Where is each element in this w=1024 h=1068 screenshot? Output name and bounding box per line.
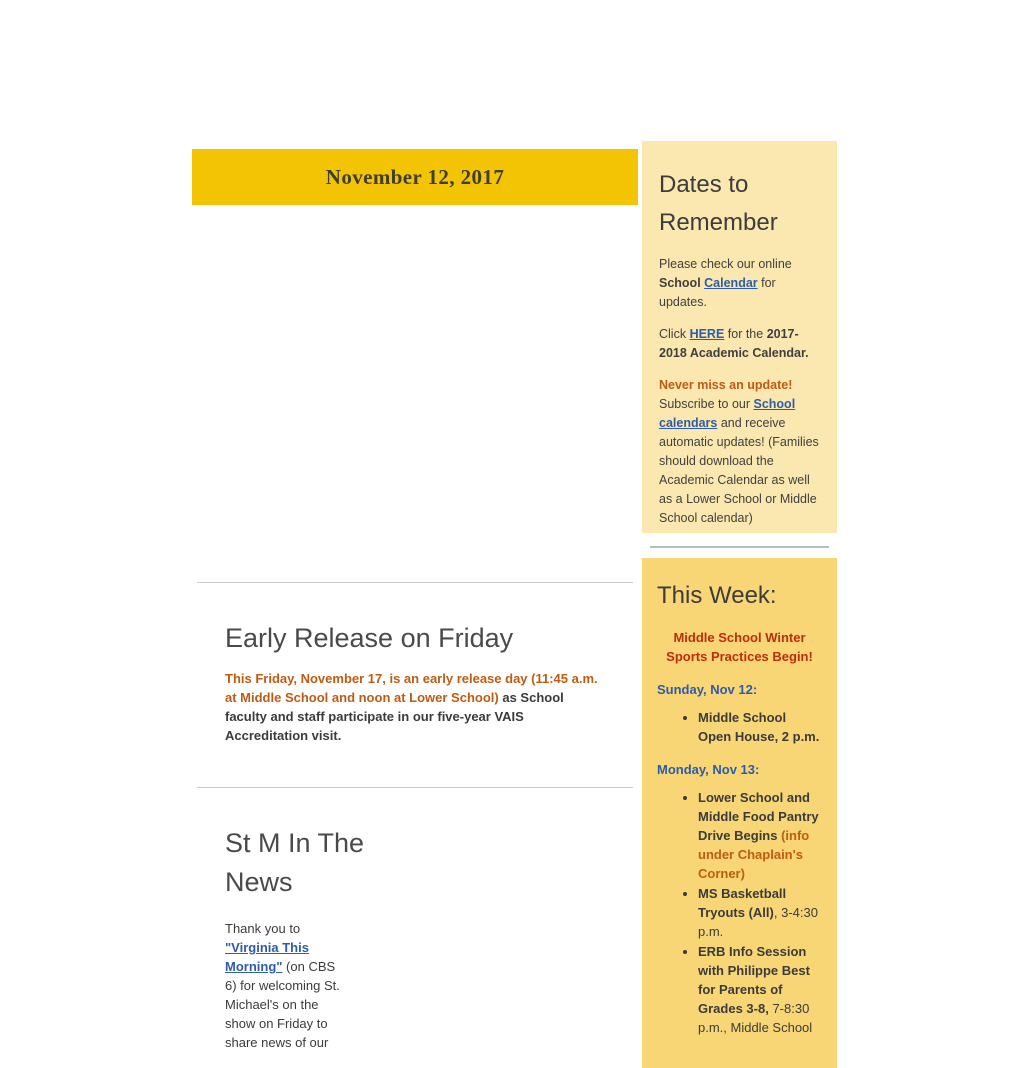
dates-p3-mid: Subscribe to our	[659, 397, 754, 411]
newsletter-main-column	[192, 149, 638, 1052]
early-release-paragraph	[225, 669, 609, 745]
week-box-title: This Week:	[657, 582, 777, 609]
day-heading-sunday: Sunday, Nov 12:	[657, 682, 758, 697]
never-miss-update-text: Never miss an update!	[659, 378, 793, 392]
section-early-release	[192, 583, 638, 745]
date-banner	[192, 149, 638, 205]
school-calendar-link[interactable]: Calendar	[704, 276, 758, 290]
news-paragraph	[225, 919, 349, 1052]
dates-p1-pre: Please check our online	[659, 257, 792, 271]
sunday-event-list	[657, 708, 822, 746]
dates-paragraph-subscribe	[659, 376, 820, 528]
dates-p2-bold: 2017-2018 Academic Calendar.	[659, 327, 809, 360]
event-bold: MS Basketball Tryouts (All)	[698, 886, 787, 920]
list-item	[698, 942, 822, 1037]
section-news	[192, 788, 638, 1052]
section-title-news: St M In The News	[225, 828, 365, 897]
early-release-rest: as School faculty and staff participate in our five-year VAIS Accreditation visit.	[225, 690, 564, 743]
dates-p3-post: and receive automatic updates! (Families should download the Academic Calendar as well as a Lower School or Middle School calendar)	[659, 416, 819, 525]
issue-date: November 12, 2017	[325, 164, 505, 189]
event-rest: , 3-4:30 p.m.	[698, 905, 818, 939]
monday-event-list	[657, 788, 822, 1037]
dates-box-title: Dates to Remember	[659, 171, 778, 236]
day-heading-monday: Monday, Nov 13:	[657, 762, 760, 777]
sidebar-divider	[650, 546, 829, 548]
school-calendars-link[interactable]: School calendars	[659, 397, 796, 430]
event-bold: ERB Info Session with Philippe Best for Parents of Grades 3-8,	[698, 944, 810, 1016]
virginia-this-morning-link[interactable]: "Virginia This Morning"	[225, 940, 309, 974]
hero-image-placeholder	[192, 205, 638, 582]
event-bold: Middle School Open House, 2 p.m.	[698, 710, 820, 744]
news-post: (on CBS 6) for welcoming St. Michael's on the show on Friday to share news of our	[225, 959, 340, 1050]
sidebar	[642, 141, 837, 1068]
dates-paragraph-academic	[659, 325, 820, 363]
list-item	[698, 708, 822, 746]
news-pre: Thank you to	[225, 921, 301, 936]
event-rest: 7-8:30 p.m., Middle School	[698, 1001, 813, 1035]
event-bold: Lower School and Middle Food Pantry Drive Begins	[698, 790, 819, 843]
week-highlight: Middle School Winter Sports Practices Begin!	[666, 630, 813, 664]
dates-paragraph-calendar	[659, 255, 820, 312]
this-week-box	[642, 558, 837, 1068]
dates-p1-post: for updates.	[659, 276, 776, 309]
section-title-early-release: Early Release on Friday	[225, 623, 514, 653]
dates-to-remember-box	[642, 141, 837, 533]
list-item	[698, 884, 822, 941]
dates-p2-pre: Click	[659, 327, 690, 341]
event-orange: (info under Chaplain's Corner)	[698, 828, 810, 881]
dates-p2-mid: for the	[724, 327, 767, 341]
dates-p1-bold: School	[659, 276, 705, 290]
here-link[interactable]: HERE	[689, 327, 725, 341]
list-item	[698, 788, 822, 883]
early-release-highlight: This Friday, November 17, is an early release day (11:45 a.m. at Middle School and noon at Lower School)	[225, 671, 598, 705]
